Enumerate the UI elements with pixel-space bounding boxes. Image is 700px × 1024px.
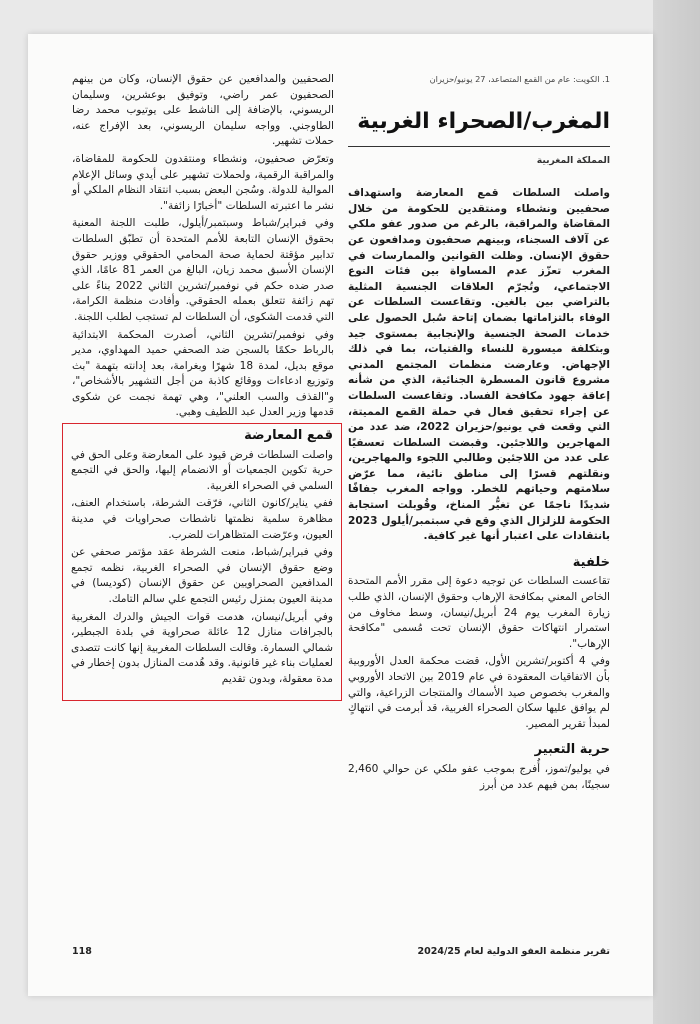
repression-paragraph-1: واصلت السلطات فرض قيود على المعارضة وعلى الحق في حرية تكوين الجمعيات أو الانضمام إليها، والحق في التجمع السلمي في الصحراء الغربية. xyxy=(71,448,333,492)
page-title: المغرب/الصحراء الغربية xyxy=(357,108,610,134)
left-column xyxy=(72,72,334,701)
adjacent-page-edge xyxy=(653,0,700,1024)
repression-heading: قمع المعارضة xyxy=(244,428,333,444)
left-paragraph-2: وتعرّض صحفيون، ونشطاء ومنتقدون للحكومة للمقاضاة، والمراقبة الرقمية، ولحملات تشهير على أيدي وسائل الإعلام الموالية للدولة. وسُجن البعض بسبب انتقاد النظام الملكي أو نشر ما اعتبرته السلطات "أخبارًا زائفة". xyxy=(72,152,334,212)
background-heading: خلفية xyxy=(572,554,610,570)
page-footer xyxy=(72,946,610,960)
expression-heading: حرية التعبير xyxy=(534,742,610,758)
page-subtitle: المملكة المغربية xyxy=(348,146,610,169)
left-paragraph-1: الصحفيين والمدافعين عن حقوق الإنسان، وكان من بينهم الصحفيون عمر راضي، وتوفيق بوعشرين، وسليمان الريسوني، بالإضافة إلى الناشط على يوتيوب محمد رضا الطاوجني. وواجه سليمان الريسوني، بعد الإفراج عنه، حملات تشهير. xyxy=(72,73,334,148)
background-paragraph-1: تقاعست السلطات عن توجيه دعوة إلى مقرر الأمم المتحدة الخاص المعني بمكافحة الإرهاب وحقوق الإنسان، الذي طلب زيارة المغرب يوم 24 أبريل/نيسان، وسط مخاوف من استمرار انتهاكات حقوق الإنسان تحت مُسمى "مكافحة الإرهاب". xyxy=(348,575,611,650)
repression-paragraph-4: وفي أبريل/نيسان، هدمت قوات الجيش والدرك المغربية بالجرافات منازل 12 عائلة صحراوية في بلدة الجبطير، شمالي السمارة. وقالت السلطات المغربية إنها كانت تتصدى لعمليات بناء غير قانونية. وقد هُدمت المنازل بدون إخطار في مدة معقولة، وبدون تقديم xyxy=(71,610,333,685)
page-number: 118 xyxy=(72,946,92,957)
left-paragraph-3: وفي فبراير/شباط وسبتمبر/أيلول، طلبت اللجنة المعنية بحقوق الإنسان التابعة للأمم المتحدة أن تطبّق السلطات تدابير مؤقتة لحماية صحة المحامي الحقوقي ووزير حقوق الإنسان الأسبق محمد زيان، البالغ من العمر 81 عامًا، الذي صدر ضده حكم في نوفمبر/تشرين الثاني 2022 بناءً على تهم زائفة تتعلق بعمله الحقوقي. وأفادت منظمة الكرامة، التي قدمت الشكوى، أن السلطات لم تستجب لطلب اللجنة. xyxy=(72,217,334,323)
right-column xyxy=(348,72,610,795)
left-paragraph-4: وفي نوفمبر/تشرين الثاني، أصدرت المحكمة الابتدائية بالرباط حكمًا بالسجن ضد الصحفي حميد المهداوي، مدير موقع بديل، لمدة 18 شهرًا وبغرامة، بعد إدانته بتهمة "بث وتوزيع ادعاءات ووقائع كاذبة من أجل التشهير بالأشخاص"، و"القذف والسب العلني"، وهي تهمة نجمت عن شكوى قدمها وزير العدل عبد اللطيف وهبي. xyxy=(72,328,334,419)
highlighted-section xyxy=(62,423,342,701)
repression-paragraph-2: ففي يناير/كانون الثاني، فرّقت الشرطة، باستخدام العنف، مظاهرة سلمية نظمتها ناشطات صحراويات في مدينة العيون، وعرّضت المتظاهرات للضرب. xyxy=(71,497,333,541)
report-title: تقرير منظمة العفو الدولية لعام 2024/25 xyxy=(417,946,610,957)
repression-paragraph-3: وفي فبراير/شباط، منعت الشرطة عقد مؤتمر صحفي عن وضع حقوق الإنسان في الصحراء الغربية، نظمه تجمع المدافعين الصحراويين عن حقوق الإنسان (كوديسا) في مدينة العيون بمنزل رئيس التجمع علي سالم التامك. xyxy=(71,546,333,605)
footnote: 1. الكويت: عام من القمع المتصاعد، 27 يونيو/حزيران xyxy=(429,74,610,84)
intro-paragraph: واصلت السلطات قمع المعارضة واستهداف صحفيين ونشطاء ومنتقدين للحكومة من خلال المقاضاة والمراقبة، بالرغم من صدور عفو ملكي عن آلاف السجناء، وبينهم صحفيون ومدافعون عن حقوق الإنسان. وظلت القوانين والممارسات في المغرب تعزّز عدم المساواة بين فئات النوع الاجتماعي، وتُجرّم العلاقات الجنسية المثلية بالتراضي بين بالغين. وتقاعست السلطات عن الوفاء بالتزاماتها بضمان إتاحة سُبل الحصول على خدمات الصحة الجنسية والإنجابية بمستوى جيد وبتكلفة ميسورة للنساء والفتيات، بما في ذلك الإجهاض. وعارضت منظمات المجتمع المدني مشروع قانون المسطرة الجنائية، الذي من شأنه إعاقة جهود مكافحة الفساد. وتقاعست السلطات عن إجراء تحقيق فعال في حملة القمع المميتة، التي وقعت في يونيو/حزيران 2022، ضد عدد من المهاجرين واللاجئين. وقبضت السلطات تعسفيًا على عدد من اللاجئين وطالبي اللجوء والمهاجرين، ونقلتهم قسرًا إلى مناطق نائية، مما عرّض سلامتهم وحياتهم للخطر. وواجه المغرب جفافًا شديدًا ناجمًا عن تغيُّر المناخ، وقُوبلت استجابة الحكومة للزلزال الذي وقع في سبتمبر/أيلول 2023 بانتقادات على اعتبار أنها غير كافية. xyxy=(348,187,610,543)
expression-paragraph-1: في يوليو/تموز، أُفرج بموجب عفو ملكي عن حوالي 2,460 سجينًا، بمن فيهم عدد من أبرز xyxy=(348,762,610,791)
background-paragraph-2: وفي 4 أكتوبر/تشرين الأول، قضت محكمة العدل الأوروبية بأن الاتفاقيات المعقودة في عام 2019 بين الاتحاد الأوروبي والمغرب بخصوص صيد الأسماك والمنتجات الزراعية، والتي لم يوافق عليها سكان الصحراء الغربية، قد أبرمت في انتهاكٍ لمبدأ تقرير المصير. xyxy=(348,655,610,730)
